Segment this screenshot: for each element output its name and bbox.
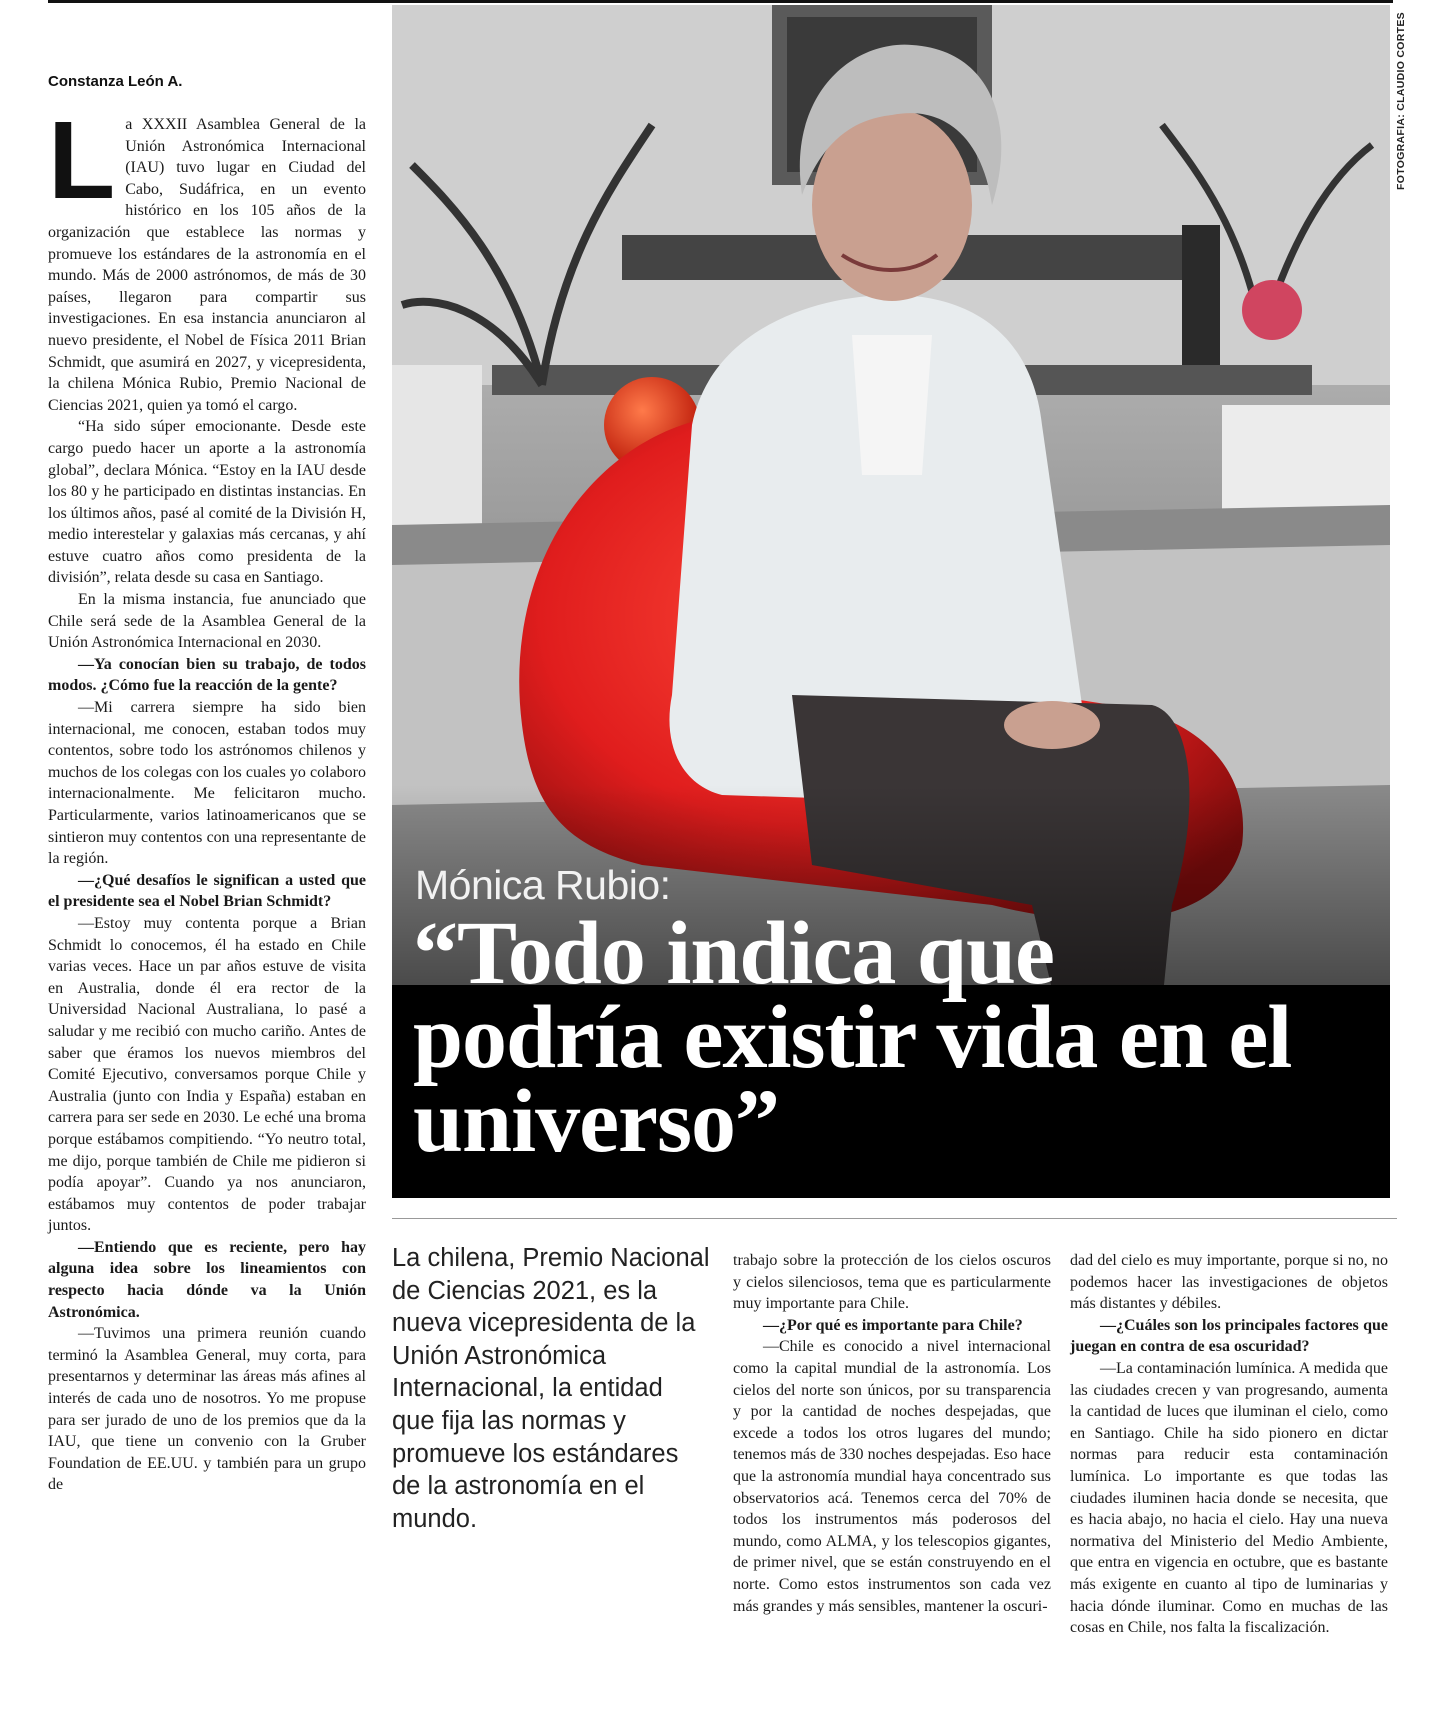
deck: La chilena, Premio Nacional de Ciencias 2021, es la nueva vicepresidenta de la Unión Astronómica Internacional, la entidad que fija las normas y promueve los estándares de la astronomía en el mundo. (392, 1244, 710, 1533)
body-paragraph: dad del cielo es muy importante, porque si no, no podemos hacer las investigaciones de objetos más distantes y débiles. (1070, 1252, 1388, 1313)
interview-question: —¿Por qué es importante para Chile? (763, 1316, 1023, 1334)
article-column-1 (48, 99, 366, 1496)
interview-question: —¿Cuáles son los principales factores que juegan en contra de esa oscuridad? (1070, 1316, 1388, 1356)
body-paragraph: trabajo sobre la protección de los cielos oscuros y cielos silenciosos, tema que es particularmente muy importante para Chile. (733, 1252, 1051, 1313)
body-paragraph: —La contaminación lumínica. A medida que las ciudades crecen y van progresando, aumenta la cantidad de luces que iluminan el cielo, como en Santiago. Chile ha sido pionero en dictar normas para reducir esta contaminación lumínica. Lo importante es que todas las ciudades iluminen hacia donde se necesita, que es hacia abajo, no hacia el cielo. Hay una nueva normativa del Ministerio del Medio Ambiente, que entra en vigencia en octubre, que es bastante más exigente en cuanto al tipo de luminarias y hacia dónde iluminar. Como en muchas de las cosas en Chile, nos falta la fiscalización. (1070, 1359, 1388, 1637)
headline: “Todo indica que podría existir vida en el universo” (413, 904, 1292, 1171)
article-column-3 (733, 1250, 1051, 1617)
photo-credit (1390, 6, 1412, 196)
article-column-4 (1070, 1250, 1388, 1639)
body-paragraph: a XXXII Asamblea General de la Unión Astronómica Internacional (IAU) tuvo lugar en Ciudad del Cabo, Sudáfrica, en un evento histórico en los 105 años de la organización que establece las normas y promueve los estándares de la astronomía en el mundo. Más de 2000 astrónomos, de más de 30 países, llegaron para compartir sus investigaciones. En esa instancia anunciaron al nuevo presidente, el Nobel de Física 2011 Brian Schmidt, que asumirá en 2027, y vicepresidenta, la chilena Mónica Rubio, Premio Nacional de Ciencias 2021, quien ya tomó el cargo. (48, 116, 366, 414)
body-paragraph: —Chile es conocido a nivel internacional como la capital mundial de la astronomía. Los cielos del norte son únicos, por su transparencia y por la cantidad de noches despejadas, que excede a todos los otros lugares del mundo; tenemos más de 330 noches despejadas. Eso hace que la astronomía mundial haya concentrado sus observatorios acá. Tenemos cerca del 70% de todos los instrumentos más poderosos del mundo, como ALMA, y los telescopios gigantes, de primer nivel, que se están construyendo en el norte. Como estos instrumentos son cada vez más grandes y más sensibles, mantener la oscuri- (733, 1338, 1051, 1615)
section-rule (392, 1218, 1397, 1219)
byline: Constanza León A. (48, 73, 183, 90)
body-paragraph: “Ha sido súper emocionante. Desde este cargo puedo hacer un aporte a la astronomía global”, declara Mónica. “Estoy en la IAU desde los 80 y he participado en distintas instancias. En los últimos años, pasé al comité de la División H, medio interestelar y galaxias más cercanas, y ahí estuve cuatro años como presidenta de la división”, relata desde su casa en Santiago. (48, 418, 366, 587)
interview-question: —¿Qué desafíos le significan a usted que el presidente sea el Nobel Brian Schmidt? (48, 871, 366, 911)
body-paragraph: —Estoy muy contenta porque a Brian Schmidt lo conocemos, él ha estado en Chile varias veces. Hace un par años estuve de visita en Australia, donde él era rector de la Universidad Nacional Australiana, lo pasé a saludar y me recibió con mucho cariño. Antes de saber que éramos los nuevos miembros del Comité Ejecutivo, conversamos porque Chile y Australia (junto con India y España) estaban en carrera para ser sede en 2030. Le eché una broma porque estábamos compitiendo. “Yo neutro total, me dijo, porque también de Chile me pidieron si podía apoyar”. Cuando ya nos anunciaron, estábamos muy contentos de poder trabajar juntos. (48, 914, 366, 1235)
interview-question: —Entiendo que es reciente, pero hay alguna idea sobre los lineamientos con respecto hacia dónde va la Unión Astronómica. (48, 1238, 366, 1321)
drop-cap: L (48, 99, 116, 222)
body-paragraph: —Mi carrera siempre ha sido bien internacional, me conocen, estaban todos muy contentos, sobre todo los astrónomos chilenos y muchos de los colegas con los cuales yo colaboro internacionalmente. Me felicitaron mucho. Particularmente, varios latinoamericanos que se sintieron muy contentos con una representante de la región. (48, 699, 366, 868)
interview-question: —Ya conocían bien su trabajo, de todos modos. ¿Cómo fue la reacción de la gente? (48, 655, 366, 695)
body-paragraph: —Tuvimos una primera reunión cuando terminó la Asamblea General, muy corta, para presentarnos y determinar las áreas más afines al interés de cada uno de nosotros. Yo me propuse para ser jurado de uno de los premios que da la IAU, que tiene un convenio con la Gruber Foundation de EE.UU. y también para un grupo de (48, 1325, 366, 1494)
body-paragraph: En la misma instancia, fue anunciado que Chile será sede de la Asamblea General de la Unión Astronómica Internacional en 2030. (48, 591, 366, 652)
top-rule (48, 0, 1393, 3)
photo-credit-text: FOTOGRAFIA: CLAUDIO CORTES (1395, 12, 1407, 190)
headline-kicker: Mónica Rubio: (415, 862, 671, 908)
